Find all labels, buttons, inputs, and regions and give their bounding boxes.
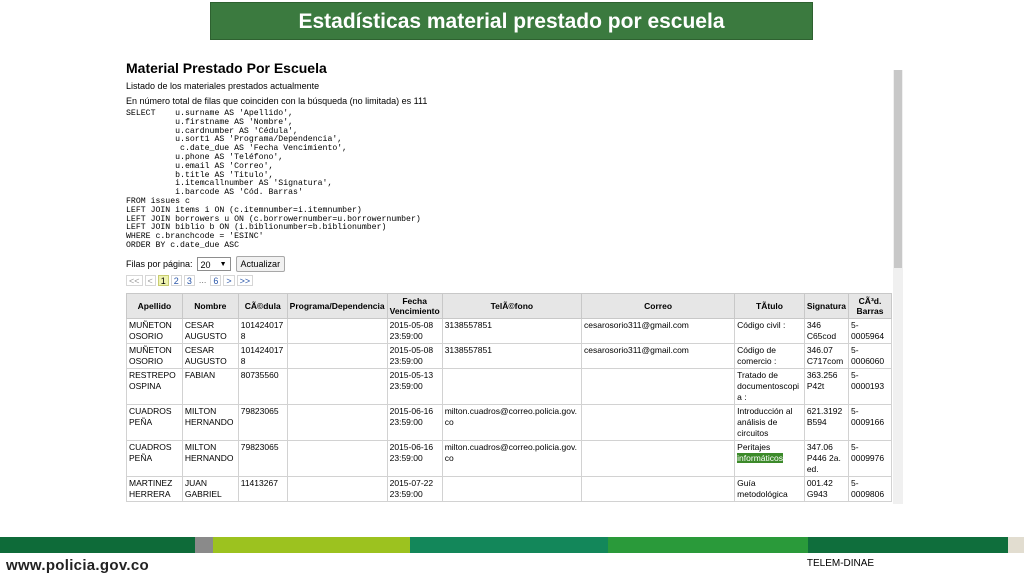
page-last[interactable]: >> — [237, 275, 254, 286]
table-cell: 5-0005964 — [849, 319, 892, 344]
table-cell: 11413267 — [238, 477, 287, 502]
update-button[interactable]: Actualizar — [236, 256, 286, 272]
table-row — [127, 319, 892, 344]
table-cell: Peritajes informáticos — [735, 441, 805, 477]
table-cell — [582, 477, 735, 502]
chevron-down-icon: ▼ — [219, 261, 227, 268]
table-cell: 2015-05-13 23:59:00 — [387, 369, 442, 405]
column-header: Signatura — [804, 294, 848, 319]
table-cell: 346 C65cod — [804, 319, 848, 344]
page-title-banner: Estadísticas material prestado por escuela — [210, 2, 813, 40]
page-prev[interactable]: < — [145, 275, 156, 286]
table-cell: 2015-06-16 23:59:00 — [387, 441, 442, 477]
table-cell: CESAR AUGUSTO — [182, 319, 238, 344]
table-cell: Código civil : — [735, 319, 805, 344]
table-cell: milton.cuadros@correo.policia.gov.co — [442, 405, 581, 441]
table-cell: 347.06 P446 2a. ed. — [804, 441, 848, 477]
table-cell: 363.256 P42t — [804, 369, 848, 405]
stripe-segment — [808, 537, 1008, 553]
report-count: En número total de filas que coinciden con la búsqueda (no limitada) es 111 — [126, 96, 428, 106]
table-cell — [582, 441, 735, 477]
page-next[interactable]: > — [223, 275, 234, 286]
stripe-segment — [1008, 537, 1024, 553]
table-cell — [287, 405, 387, 441]
scrollbar-thumb[interactable] — [894, 70, 902, 268]
table-cell: MILTON HERNANDO — [182, 405, 238, 441]
table-cell: 2015-06-16 23:59:00 — [387, 405, 442, 441]
table-cell: Introducción al análisis de circuitos — [735, 405, 805, 441]
table-row — [127, 441, 892, 477]
page-1[interactable]: 1 — [158, 275, 169, 286]
table-cell: MUÑETON OSORIO — [127, 319, 183, 344]
stripe-segment — [195, 537, 213, 553]
table-cell: 80735560 — [238, 369, 287, 405]
column-header: TÃtulo — [735, 294, 805, 319]
table-cell: 5-0000193 — [849, 369, 892, 405]
table-cell: CESAR AUGUSTO — [182, 344, 238, 369]
table-row — [127, 477, 892, 502]
column-header: CÃ³d. Barras — [849, 294, 892, 319]
footer-color-stripe — [0, 537, 1024, 553]
report-panel — [124, 57, 892, 503]
pagination — [126, 275, 253, 286]
footer-url: www.policia.gov.co — [6, 557, 149, 574]
table-cell: 5-0009976 — [849, 441, 892, 477]
table-body — [127, 319, 892, 502]
report-title: Material Prestado Por Escuela — [126, 60, 327, 76]
table-cell: 5-0009806 — [849, 477, 892, 502]
table-cell: 5-0006060 — [849, 344, 892, 369]
table-cell: 346.07 C717com — [804, 344, 848, 369]
column-header: Fecha Vencimiento — [387, 294, 442, 319]
table-header-row — [127, 294, 892, 319]
table-cell — [287, 477, 387, 502]
table-cell — [287, 369, 387, 405]
table-cell: milton.cuadros@correo.policia.gov.co — [442, 441, 581, 477]
report-subtitle: Listado de los materiales prestados actualmente — [126, 81, 320, 91]
page-ellipsis: ... — [198, 275, 207, 285]
page-first[interactable]: << — [126, 275, 143, 286]
table-cell: CUADROS PEÑA — [127, 441, 183, 477]
footer-org-label: TELEM-DINAE — [783, 553, 898, 575]
rows-per-page-select[interactable] — [197, 257, 231, 271]
table-cell: 3138557851 — [442, 319, 581, 344]
rows-per-page-label: Filas por página: — [126, 259, 193, 269]
table-cell: 3138557851 — [442, 344, 581, 369]
table-cell: cesarosorio311@gmail.com — [582, 319, 735, 344]
table-cell: 1014240178 — [238, 344, 287, 369]
table-cell: MARTINEZ HERRERA — [127, 477, 183, 502]
table-cell — [287, 319, 387, 344]
table-cell: cesarosorio311@gmail.com — [582, 344, 735, 369]
table-cell — [287, 441, 387, 477]
sql-query: SELECT u.surname AS 'Apellido', u.firstname AS 'Nombre', u.cardnumber AS 'Cédula', u.sort1 AS 'Programa/Dependencia', c.date_due AS 'Fecha Vencimiento', u.phone AS 'Teléfono', u.email AS 'Correo', b.title AS 'Titulo', i.itemcallnumber AS 'Signatura', i.barcode AS 'Cód. Barras' FROM issues c LEFT JOIN items i ON (c.itemnumber=i.itemnumber) LEFT JOIN borrowers u ON (c.borrowernumber=u.borrowernumber) LEFT JOIN biblio b ON (i.biblionumber=b.biblionumber) WHERE c.branchcode = 'ESINC' ORDER BY c.date_due ASC — [126, 109, 421, 250]
stripe-segment — [213, 537, 410, 553]
table-cell: JUAN GABRIEL — [182, 477, 238, 502]
table-cell — [442, 477, 581, 502]
table-row — [127, 405, 892, 441]
table-cell: 5-0009166 — [849, 405, 892, 441]
column-header: TelÃ©fono — [442, 294, 581, 319]
results-table — [126, 293, 892, 502]
column-header: Programa/Dependencia — [287, 294, 387, 319]
table-cell: CUADROS PEÑA — [127, 405, 183, 441]
table-cell: 2015-05-08 23:59:00 — [387, 319, 442, 344]
table-cell — [287, 344, 387, 369]
page-3[interactable]: 3 — [184, 275, 195, 286]
table-cell: 2015-07-22 23:59:00 — [387, 477, 442, 502]
page-2[interactable]: 2 — [171, 275, 182, 286]
table-row — [127, 344, 892, 369]
column-header: Apellido — [127, 294, 183, 319]
stripe-segment — [410, 537, 608, 553]
table-cell: Guía metodológica — [735, 477, 805, 502]
table-row — [127, 369, 892, 405]
column-header: CÃ©dula — [238, 294, 287, 319]
table-cell — [442, 369, 581, 405]
rows-per-page-control — [126, 256, 285, 272]
table-cell: 1014240178 — [238, 319, 287, 344]
table-cell: Código de comercio : — [735, 344, 805, 369]
search-highlight: informáticos — [737, 453, 783, 463]
table-cell: MUÑETON OSORIO — [127, 344, 183, 369]
table-cell: Tratado de documentoscopia : — [735, 369, 805, 405]
vertical-scrollbar[interactable] — [893, 70, 903, 504]
table-cell: 79823065 — [238, 405, 287, 441]
column-header: Nombre — [182, 294, 238, 319]
table-cell: MILTON HERNANDO — [182, 441, 238, 477]
table-cell: 79823065 — [238, 441, 287, 477]
table-cell: RESTREPO OSPINA — [127, 369, 183, 405]
stripe-segment — [608, 537, 808, 553]
table-cell — [582, 405, 735, 441]
table-cell — [582, 369, 735, 405]
table-cell: 001.42 G943 — [804, 477, 848, 502]
rows-per-page-value: 20 — [200, 260, 211, 270]
table-cell: FABIAN — [182, 369, 238, 405]
table-cell: 2015-05-08 23:59:00 — [387, 344, 442, 369]
stripe-segment — [0, 537, 195, 553]
table-cell: 621.3192 B594 — [804, 405, 848, 441]
column-header: Correo — [582, 294, 735, 319]
page-6[interactable]: 6 — [210, 275, 221, 286]
